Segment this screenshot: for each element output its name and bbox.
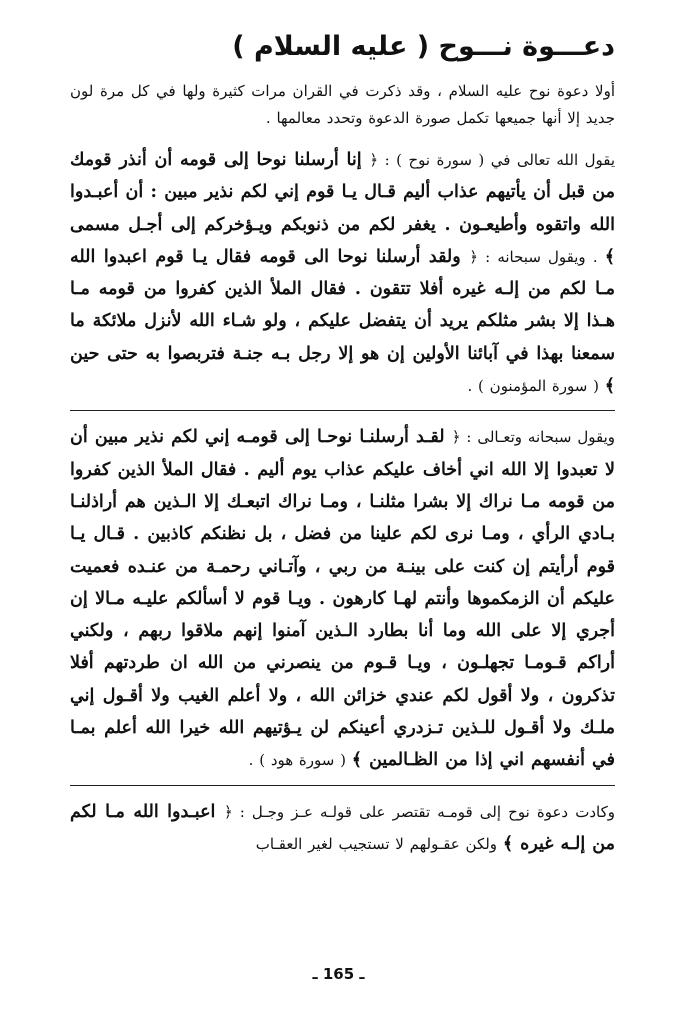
intro-paragraph: أولا دعوة نوح عليه السلام ، وقد ذكرت في القران مرات كثيرة ولها في كل مرة لون جديد إلا أنها جميعها تكمل صورة الدعوة وتحدد معالمها . [70,82,615,127]
surah-reference: ( سورة هود ) . [248,751,352,770]
quran-quote: ولقد أرسلنا نوحا الى قومه فقال يـا قوم اعبدوا الله مـا لكم من إلـه غيره أفلا تتقون . فقال الملأ الذين كفروا من قومه مـا هـذا إلا بشر مثلكم يريد أن يتفضل عليكم ، ولو شـاء الله لأنزل ملائكة ما سمعنا بهذا في آبائنا الأولين إن هو إلا رجل بـه جنـة فتربصوا به حتى حين ﴾ [70,246,615,397]
paragraph-lead: ويقول سبحانه وتعـالى : ﴿ [451,428,615,447]
page-title: دعـــوة نـــوح ( عليه السلام ) [232,31,615,62]
paragraph-closing [70,796,615,861]
paragraph-surah-hud [70,421,615,776]
paragraph-lead: وكادت دعوة نوح إلى قومـه تقتصر على قولـه عـز وجـل : ﴿ [223,802,615,821]
page-number: ـ 165 ـ [312,965,365,983]
quran-quote: إنا أرسلنا نوحا إلى قومه أن أنذر قومك من قبل أن يأتيهم عذاب أليم قـال يـا قوم إني لكم نذير مبين : أن أعبـدوا الله واتقوه وأطيعـون . يغفر لكم من ذنوبكم ويـؤخركم إلى أجـل مسمى ﴾ [70,150,616,267]
paragraph-surah-nuh [70,144,615,402]
surah-reference: ( سورة المؤمنون ) . [467,377,605,396]
section-divider [70,410,615,411]
paragraph-lead: . ويقول سبحانه : ﴿ [469,247,605,266]
quran-quote: اعبـدوا الله مـا لكم من إلـه غيره ﴾ [70,801,615,854]
paragraph-lead: يقول الله تعالى في ( سورة نوح ) : ﴿ [369,151,615,169]
section-divider [70,785,615,786]
paragraph-lead: ولكن عقـولهم لا تستجيب لغير العقـاب [255,834,503,853]
book-page [70,30,615,860]
quran-quote: لقـد أرسلنـا نوحـا إلى قومـه إني لكم نذير مبين أن لا تعبدوا إلا الله اني أخاف عليكم عذاب يوم أليم . فقال الملأ الذين كفروا من قومه مـا نراك إلا بشرا مثلنـا ، ومـا نراك اتبعـك إلا الـذين هم أراذلنـا بـادي الرأي ، ومـا نرى لكم علينا من فضل ، بل نظنكم كاذبين . قـال يـا قوم أرأيتم إن كنت على بينـة من ربي ، وآتـاني رحمـة من عنـده فعميت عليكم أن الزمكموها وأنتم لهـا كارهون . ويـا قوم لا أسألكم عليـه مـالا إن أجري إلا على الله وما أنا بطارد الـذين آمنوا إنهم ملاقوا ربهم ، ولكني أراكم قـومـا تجهلـون ، ويـا قـوم من ينصرني من الله ان طردتهم أفلا تذكرون ، ولا أقول لكم عندي خزائن الله ، ولا أعلم الغيب ولا أقـول إني ملـك ولا أقـول للـذين تـزدري أعينكم لن يـؤتيهم الله خيرا الله أعلم بمـا في أنفسهم اني إذا من الظـالمين ﴾ [70,427,615,771]
